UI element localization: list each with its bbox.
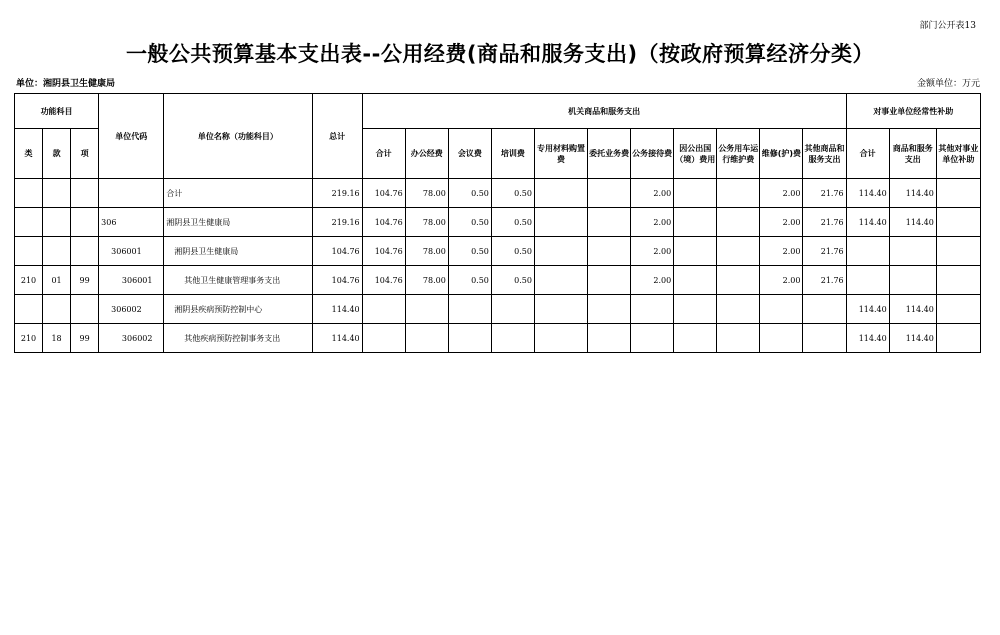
org-col-header: 委托业务费 (588, 129, 631, 179)
lei-cell (15, 179, 43, 208)
total-cell: 219.16 (312, 208, 362, 237)
subsidy-value-cell (936, 324, 980, 353)
org-value-cell: 0.50 (448, 266, 491, 295)
org-value-cell: 21.76 (803, 208, 846, 237)
org-value-cell (674, 179, 717, 208)
total-cell: 114.40 (312, 324, 362, 353)
budget-table (14, 93, 981, 353)
org-col-header: 公务用车运行维护费 (717, 129, 760, 179)
org-value-cell (760, 324, 803, 353)
subsidy-value-cell (936, 266, 980, 295)
kuan-cell (43, 295, 71, 324)
subsidy-value-cell (936, 179, 980, 208)
org-value-cell: 0.50 (491, 208, 534, 237)
total-cell: 219.16 (312, 179, 362, 208)
org-value-cell (674, 208, 717, 237)
table-row (15, 295, 981, 324)
org-value-cell (588, 324, 631, 353)
total-header: 总计 (312, 94, 362, 179)
page-title: 一般公共预算基本支出表--公用经费(商品和服务支出)（按政府预算经济分类） (125, 42, 875, 66)
kuan-cell: 18 (43, 324, 71, 353)
subsidy-value-cell: 114.40 (846, 295, 889, 324)
org-value-cell: 104.76 (362, 179, 405, 208)
org-value-cell (448, 324, 491, 353)
org-value-cell (534, 324, 587, 353)
unit-code-cell: 306 (99, 208, 164, 237)
unit-code-cell (99, 179, 164, 208)
unit-code-header: 单位代码 (99, 94, 164, 179)
org-value-cell (674, 324, 717, 353)
subsidy-col-header: 商品和服务支出 (889, 129, 936, 179)
xiang-cell (71, 179, 99, 208)
kuan-cell (43, 179, 71, 208)
amount-unit-label: 金额单位：万元 (916, 79, 980, 89)
unit-code-cell: 306001 (99, 237, 164, 266)
org-col-header: 维修(护)费 (760, 129, 803, 179)
org-value-cell (534, 295, 587, 324)
org-value-cell: 2.00 (631, 179, 674, 208)
subsidy-value-cell (936, 237, 980, 266)
org-value-cell (588, 237, 631, 266)
unit-code-cell: 306002 (99, 295, 164, 324)
org-value-cell (362, 295, 405, 324)
table-row (15, 179, 981, 208)
subsidy-value-cell: 114.40 (846, 324, 889, 353)
org-value-cell (674, 295, 717, 324)
org-value-cell (534, 208, 587, 237)
org-value-cell: 104.76 (362, 237, 405, 266)
org-col-header: 合计 (362, 129, 405, 179)
kuan-cell (43, 237, 71, 266)
table-row (15, 208, 981, 237)
org-col-header: 因公出国（境）费用 (674, 129, 717, 179)
unit-name-cell: 湘阴县疾病预防控制中心 (164, 295, 312, 324)
subsidy-value-cell (846, 266, 889, 295)
org-col-header: 会议费 (448, 129, 491, 179)
org-value-cell (717, 237, 760, 266)
unit-name-cell: 其他卫生健康管理事务支出 (164, 266, 312, 295)
org-value-cell (717, 295, 760, 324)
org-value-cell (534, 237, 587, 266)
unit-name-cell: 湘阴县卫生健康局 (164, 237, 312, 266)
subsidy-value-cell: 114.40 (889, 295, 936, 324)
org-col-header: 培训费 (491, 129, 534, 179)
org-value-cell (674, 266, 717, 295)
kuan-cell: 01 (43, 266, 71, 295)
org-value-cell: 0.50 (491, 266, 534, 295)
org-goods-services-header: 机关商品和服务支出 (362, 94, 846, 129)
org-value-cell: 78.00 (405, 237, 448, 266)
org-value-cell (405, 324, 448, 353)
subsidy-value-cell: 114.40 (846, 179, 889, 208)
unit-name-cell: 其他疾病预防控制事务支出 (164, 324, 312, 353)
org-value-cell: 21.76 (803, 266, 846, 295)
org-value-cell: 21.76 (803, 179, 846, 208)
org-col-header: 其他商品和服务支出 (803, 129, 846, 179)
org-value-cell (631, 295, 674, 324)
org-value-cell (717, 179, 760, 208)
org-value-cell (803, 295, 846, 324)
org-value-cell: 2.00 (760, 179, 803, 208)
org-value-cell (588, 266, 631, 295)
org-value-cell (803, 324, 846, 353)
org-value-cell: 0.50 (448, 208, 491, 237)
xiang-cell (71, 237, 99, 266)
org-value-cell (534, 266, 587, 295)
table-row (15, 324, 981, 353)
lei-cell (15, 208, 43, 237)
org-value-cell: 21.76 (803, 237, 846, 266)
table-row (15, 237, 981, 266)
table-number-label: 部门公开表13 (919, 21, 976, 31)
org-value-cell (534, 179, 587, 208)
org-value-cell: 78.00 (405, 266, 448, 295)
org-value-cell (717, 324, 760, 353)
org-value-cell (491, 324, 534, 353)
lei-cell: 210 (15, 324, 43, 353)
org-col-header: 专用材料购置费 (534, 129, 587, 179)
org-value-cell: 2.00 (760, 237, 803, 266)
org-value-cell: 104.76 (362, 208, 405, 237)
lei-cell (15, 237, 43, 266)
kuan-cell (43, 208, 71, 237)
func-subject-header: 功能科目 (15, 94, 99, 129)
table-row (15, 266, 981, 295)
subsidy-value-cell: 114.40 (889, 179, 936, 208)
org-value-cell: 2.00 (631, 208, 674, 237)
org-value-cell (588, 179, 631, 208)
kuan-header: 款 (43, 129, 71, 179)
lei-cell: 210 (15, 266, 43, 295)
subsidy-col-header: 合计 (846, 129, 889, 179)
subsidy-value-cell: 114.40 (846, 208, 889, 237)
xiang-cell: 99 (71, 266, 99, 295)
org-col-header: 公务接待费 (631, 129, 674, 179)
total-cell: 104.76 (312, 266, 362, 295)
xiang-cell (71, 208, 99, 237)
subsidy-col-header: 其他对事业单位补助 (936, 129, 980, 179)
org-value-cell: 0.50 (491, 237, 534, 266)
org-value-cell: 0.50 (491, 179, 534, 208)
org-value-cell (631, 324, 674, 353)
lei-header: 类 (15, 129, 43, 179)
org-value-cell: 2.00 (760, 208, 803, 237)
xiang-cell: 99 (71, 324, 99, 353)
xiang-cell (71, 295, 99, 324)
unit-name-header: 单位名称（功能科目） (164, 94, 312, 179)
org-value-cell (717, 266, 760, 295)
org-value-cell (491, 295, 534, 324)
subsidy-value-cell (889, 266, 936, 295)
subsidy-header: 对事业单位经常性补助 (846, 94, 980, 129)
total-cell: 114.40 (312, 295, 362, 324)
org-value-cell (588, 295, 631, 324)
org-value-cell: 78.00 (405, 208, 448, 237)
subsidy-value-cell: 114.40 (889, 324, 936, 353)
unit-name-cell: 合计 (164, 179, 312, 208)
org-value-cell: 78.00 (405, 179, 448, 208)
org-col-header: 办公经费 (405, 129, 448, 179)
total-cell: 104.76 (312, 237, 362, 266)
subsidy-value-cell (936, 208, 980, 237)
unit-name-cell: 湘阴县卫生健康局 (164, 208, 312, 237)
org-value-cell (760, 295, 803, 324)
org-value-cell: 2.00 (631, 266, 674, 295)
org-value-cell (448, 295, 491, 324)
org-value-cell (588, 208, 631, 237)
org-value-cell: 2.00 (760, 266, 803, 295)
org-value-cell (717, 208, 760, 237)
org-value-cell (405, 295, 448, 324)
lei-cell (15, 295, 43, 324)
org-value-cell (362, 324, 405, 353)
org-value-cell (674, 237, 717, 266)
xiang-header: 项 (71, 129, 99, 179)
subsidy-value-cell (846, 237, 889, 266)
org-value-cell: 2.00 (631, 237, 674, 266)
unit-label: 单位：湘阴县卫生健康局 (16, 79, 116, 89)
subsidy-value-cell: 114.40 (889, 208, 936, 237)
org-value-cell: 104.76 (362, 266, 405, 295)
subsidy-value-cell (936, 295, 980, 324)
unit-code-cell: 306002 (99, 324, 164, 353)
unit-code-cell: 306001 (99, 266, 164, 295)
subsidy-value-cell (889, 237, 936, 266)
org-value-cell: 0.50 (448, 237, 491, 266)
org-value-cell: 0.50 (448, 179, 491, 208)
